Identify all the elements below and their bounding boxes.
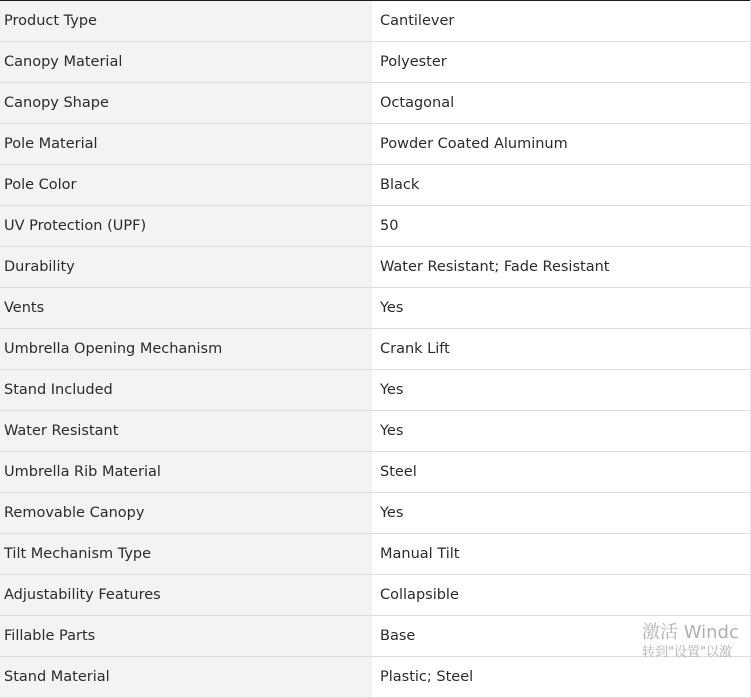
spec-label: Removable Canopy bbox=[0, 493, 372, 534]
spec-value: Powder Coated Aluminum bbox=[372, 124, 750, 165]
spec-label: Canopy Material bbox=[0, 42, 372, 83]
watermark-line-1: 激活 Windc bbox=[642, 622, 739, 643]
spec-row-adjustability bbox=[0, 575, 750, 616]
spec-value: Polyester bbox=[372, 42, 750, 83]
spec-row-pole-material bbox=[0, 124, 750, 165]
spec-row-tilt-mechanism bbox=[0, 534, 750, 575]
spec-value: 50 bbox=[372, 206, 750, 247]
spec-label: Water Resistant bbox=[0, 411, 372, 452]
spec-value: Steel bbox=[372, 452, 750, 493]
specifications-table-body bbox=[0, 1, 750, 698]
spec-label: Fillable Parts bbox=[0, 616, 372, 657]
spec-label: Adjustability Features bbox=[0, 575, 372, 616]
spec-label: Product Type bbox=[0, 1, 372, 42]
spec-row-removable-canopy bbox=[0, 493, 750, 534]
spec-value: Cantilever bbox=[372, 1, 750, 42]
spec-label: Stand Included bbox=[0, 370, 372, 411]
spec-row-pole-color bbox=[0, 165, 750, 206]
spec-value: Yes bbox=[372, 288, 750, 329]
spec-value: Water Resistant; Fade Resistant bbox=[372, 247, 750, 288]
spec-value: Base bbox=[372, 616, 750, 657]
spec-value: Yes bbox=[372, 493, 750, 534]
spec-row-uv-protection bbox=[0, 206, 750, 247]
spec-row-stand-included bbox=[0, 370, 750, 411]
spec-row-stand-material bbox=[0, 657, 750, 698]
spec-value: Black bbox=[372, 165, 750, 206]
spec-label: Umbrella Rib Material bbox=[0, 452, 372, 493]
spec-label: Tilt Mechanism Type bbox=[0, 534, 372, 575]
watermark-line-2: 转到"设置"以激 bbox=[642, 645, 732, 660]
spec-row-rib-material bbox=[0, 452, 750, 493]
spec-label: Durability bbox=[0, 247, 372, 288]
spec-value: Crank Lift bbox=[372, 329, 750, 370]
spec-label: Canopy Shape bbox=[0, 83, 372, 124]
spec-value: Yes bbox=[372, 411, 750, 452]
spec-row-fillable-parts bbox=[0, 616, 750, 657]
spec-row-durability bbox=[0, 247, 750, 288]
spec-value: Collapsible bbox=[372, 575, 750, 616]
spec-row-opening-mechanism bbox=[0, 329, 750, 370]
spec-label: UV Protection (UPF) bbox=[0, 206, 372, 247]
spec-label: Pole Material bbox=[0, 124, 372, 165]
spec-value: Yes bbox=[372, 370, 750, 411]
spec-row-product-type bbox=[0, 1, 750, 42]
spec-label: Pole Color bbox=[0, 165, 372, 206]
spec-label: Vents bbox=[0, 288, 372, 329]
spec-row-vents bbox=[0, 288, 750, 329]
spec-label: Umbrella Opening Mechanism bbox=[0, 329, 372, 370]
spec-row-canopy-shape bbox=[0, 83, 750, 124]
spec-value: Octagonal bbox=[372, 83, 750, 124]
spec-label: Stand Material bbox=[0, 657, 372, 698]
spec-row-canopy-material bbox=[0, 42, 750, 83]
spec-row-water-resistant bbox=[0, 411, 750, 452]
spec-value: Manual Tilt bbox=[372, 534, 750, 575]
spec-value: Plastic; Steel bbox=[372, 657, 750, 698]
